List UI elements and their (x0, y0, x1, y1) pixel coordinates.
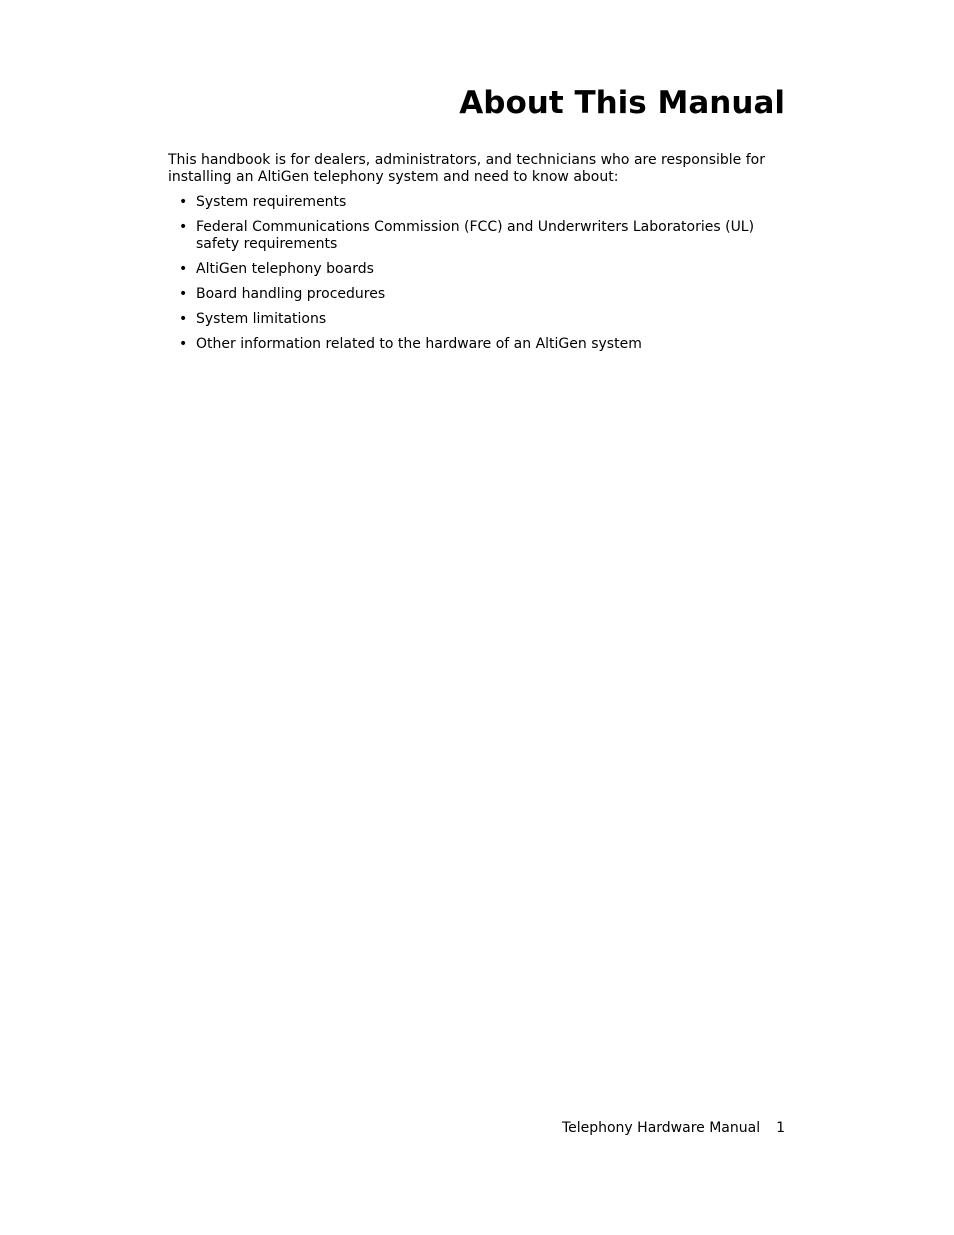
list-item (168, 219, 788, 253)
list-item (168, 311, 788, 328)
list-item-text: AltiGen telephony boards (196, 261, 374, 277)
list-item (168, 336, 788, 353)
footer-manual-name: Telephony Hardware Manual (561, 1120, 761, 1136)
list-item (168, 286, 788, 303)
page-title: About This Manual (459, 85, 785, 121)
bullet-icon: • (179, 311, 188, 327)
list-item-text: Other information related to the hardware of an AltiGen system (196, 336, 642, 352)
page-footer (562, 1120, 785, 1137)
list-item-text: Board handling procedures (196, 286, 386, 302)
list-item-text: Federal Communications Commission (FCC) and Underwriters Laboratories (UL) safety requirements (196, 219, 755, 252)
requirements-list (168, 194, 788, 361)
bullet-icon: • (179, 286, 188, 302)
bullet-icon: • (179, 219, 188, 235)
bullet-icon: • (179, 194, 188, 210)
bullet-icon: • (179, 336, 188, 352)
list-item (168, 194, 788, 211)
bullet-icon: • (179, 261, 188, 277)
intro-paragraph: This handbook is for dealers, administrators, and technicians who are responsible for installing an AltiGen telephony system and need to know about: (168, 152, 765, 185)
list-item-text: System limitations (196, 311, 327, 327)
list-item-text: System requirements (196, 194, 347, 210)
list-item (168, 261, 788, 278)
page-number: 1 (776, 1120, 785, 1136)
